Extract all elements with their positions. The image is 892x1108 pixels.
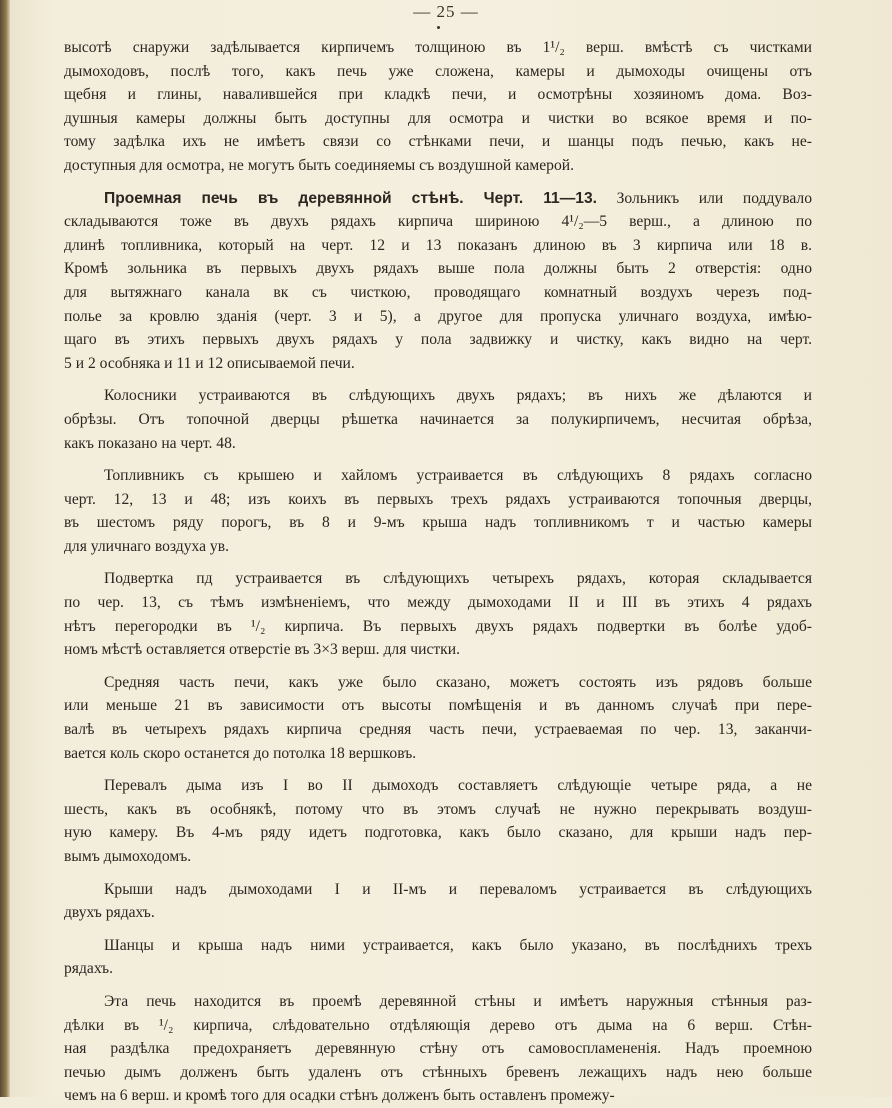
paragraph-line: Шанцы и крыша надъ ними устраивается, какъ было указано, въ послѣднихъ трехъ	[104, 936, 812, 954]
body-text	[64, 36, 812, 1108]
paragraph	[64, 567, 812, 661]
paragraph	[64, 671, 812, 765]
paragraph-line: щаго въ этихъ первыхъ двухъ рядахъ у пола задвижку и чистку, какъ видно на черт.	[64, 331, 812, 349]
paragraph-line: Топливникъ съ крышею и хайломъ устраивается въ слѣдующихъ 8 рядахъ согласно	[104, 467, 812, 485]
paragraph-line: нѣтъ перегородки въ ¹/₂ кирпича. Въ первыхъ двухъ рядахъ подвертки въ болѣе удоб-	[64, 617, 812, 635]
heading-continuation: Зольникъ или поддувало	[596, 189, 812, 207]
paragraph-line: черт. 12, 13 и 48; изъ коихъ въ первыхъ трехъ рядахъ устраиваются топочныя дверцы,	[64, 490, 812, 508]
paragraph-line: вается коль скоро останется до потолка 18 вершковъ.	[64, 744, 417, 762]
paragraph-line: для уличнаго воздуха ув.	[64, 537, 229, 555]
paragraph-line: номъ мѣстѣ оставляется отверстіе въ 3×3 верш. для чистки.	[64, 641, 461, 659]
paragraph	[64, 384, 812, 455]
paragraph-line: складываются тоже въ двухъ рядахъ кирпича шириною 4¹/₂—5 верш., а длиною по	[64, 213, 812, 231]
paragraph	[64, 187, 812, 376]
paragraph-line: Эта печь находится въ проемѣ деревянной стѣны и имѣетъ наружныя стѣнныя раз-	[104, 992, 812, 1010]
paragraph-line: по чер. 13, съ тѣмъ измѣненіемъ, что между дымоходами II и III въ этихъ 4 рядахъ	[64, 594, 812, 612]
paragraph-line: душныя камеры должны быть доступны для осмотра и чистки во всякое время и по-	[64, 109, 812, 127]
paragraph-line: доступныя для осмотра, не могутъ быть соединяемы съ воздушной камерой.	[64, 156, 575, 174]
section-heading: Проемная печь въ деревянной стѣнѣ. Черт. 11—13.	[104, 189, 597, 207]
paragraph	[64, 934, 812, 981]
paragraph-line: высотѣ снаружи задѣлывается кирпичемъ толщиною въ 1¹/₂ верш. вмѣстѣ съ чистками	[64, 39, 812, 56]
paragraph-line: Кромѣ зольника въ первыхъ двухъ рядахъ выше пола должны быть 2 отверстія: одно	[64, 260, 812, 278]
paragraph-line: длинѣ топливника, который на черт. 12 и 13 показанъ длиною въ 3 кирпича или 18 в.	[64, 236, 812, 254]
paragraph-line: обрѣзы. Отъ топочной дверцы рѣшетка начинается за полукирпичемъ, несчитая обрѣза,	[64, 410, 812, 428]
page-number: — 25 —	[413, 2, 479, 21]
book-binding-edge	[0, 0, 10, 1097]
paragraph-line: въ шестомъ ряду порогъ, въ 8 и 9-мъ крыша надъ топливникомъ т и частью камеры	[64, 514, 812, 532]
paragraph-line: печью дымъ долженъ быть удаленъ отъ стѣнныхъ бревенъ лежащихъ надъ нею больше	[64, 1063, 812, 1081]
paragraph-line: Крыши надъ дымоходами I и II-мъ и переваломъ устраивается въ слѣдующихъ	[104, 880, 812, 898]
paragraph-line: чемъ на 6 верш. и кромѣ того для осадки стѣнъ долженъ быть оставленъ промежу-	[64, 1087, 615, 1105]
paragraph-line	[64, 187, 812, 211]
paragraph-line: какъ показано на черт. 48.	[64, 434, 236, 452]
paragraph	[64, 464, 812, 558]
paragraph-line: Перевалъ дыма изъ I во II дымоходъ составляетъ слѣдующіе четыре ряда, а не	[104, 777, 812, 795]
paragraph-line: дымоходовъ, послѣ того, какъ печь уже сложена, камеры и дымоходы очищены отъ	[64, 62, 812, 80]
paragraph	[64, 990, 812, 1108]
paragraph-line: ную камеру. Въ 4-мъ ряду идетъ подготовка, какъ было сказано, для крыши надъ пер-	[64, 824, 812, 842]
paragraph	[64, 774, 812, 868]
paragraph-line: дѣлки въ ¹/₂ кирпича, слѣдовательно отдѣляющія дерево отъ дыма на 6 верш. Стѣн-	[64, 1016, 812, 1034]
paragraph-line: для вытяжнаго канала вк съ чисткою, проводящаго комнатный воздухъ черезъ под-	[64, 283, 812, 301]
paragraph-line: ная раздѣлка предохраняетъ деревянную стѣну отъ самовоспламененія. Надъ проемною	[64, 1040, 812, 1058]
paragraph-line: 5 и 2 особняка и 11 и 12 описываемой печи.	[64, 354, 355, 372]
paragraph-line: двухъ рядахъ.	[64, 904, 155, 922]
paragraph-line: шесть, какъ въ особнякѣ, потому что въ этомъ случаѣ не нужно перекрывать воздуш-	[64, 800, 812, 818]
paragraph-line: или меньше 21 въ зависимости отъ высоты помѣщенія и въ данномъ случаѣ при пере-	[64, 697, 812, 715]
paragraph-line: валѣ въ четырехъ рядахъ кирпича средняя часть печи, устраеваемая по чер. 13, заканчи-	[64, 721, 812, 739]
paragraph	[64, 36, 812, 178]
paragraph-line: Средняя часть печи, какъ уже было сказано, можетъ состоять изъ рядовъ больше	[104, 673, 812, 691]
paragraph-line: вымъ дымоходомъ.	[64, 848, 192, 865]
paragraph-line: Колосники устраиваются въ слѣдующихъ двухъ рядахъ; въ нихъ же дѣлаются и	[104, 387, 812, 405]
paragraph-line: полье за кровлю зданія (черт. 3 и 5), а другое для пропуска уличнаго воздуха, имѣю-	[64, 307, 812, 325]
header-dot	[437, 26, 440, 29]
paragraph	[64, 878, 812, 925]
paragraph-line: щебня и глины, навалившейся при кладкѣ печи, и осмотрѣны хозяиномъ дома. Воз-	[64, 86, 812, 104]
paragraph-line: Подвертка пд устраивается въ слѣдующихъ четырехъ рядахъ, которая складывается	[104, 570, 812, 588]
paragraph-line: тому задѣлка ихъ не имѣетъ связи со стѣнками печи, и шанцы подъ печью, какъ не-	[64, 133, 812, 151]
paragraph-line: рядахъ.	[64, 960, 113, 978]
